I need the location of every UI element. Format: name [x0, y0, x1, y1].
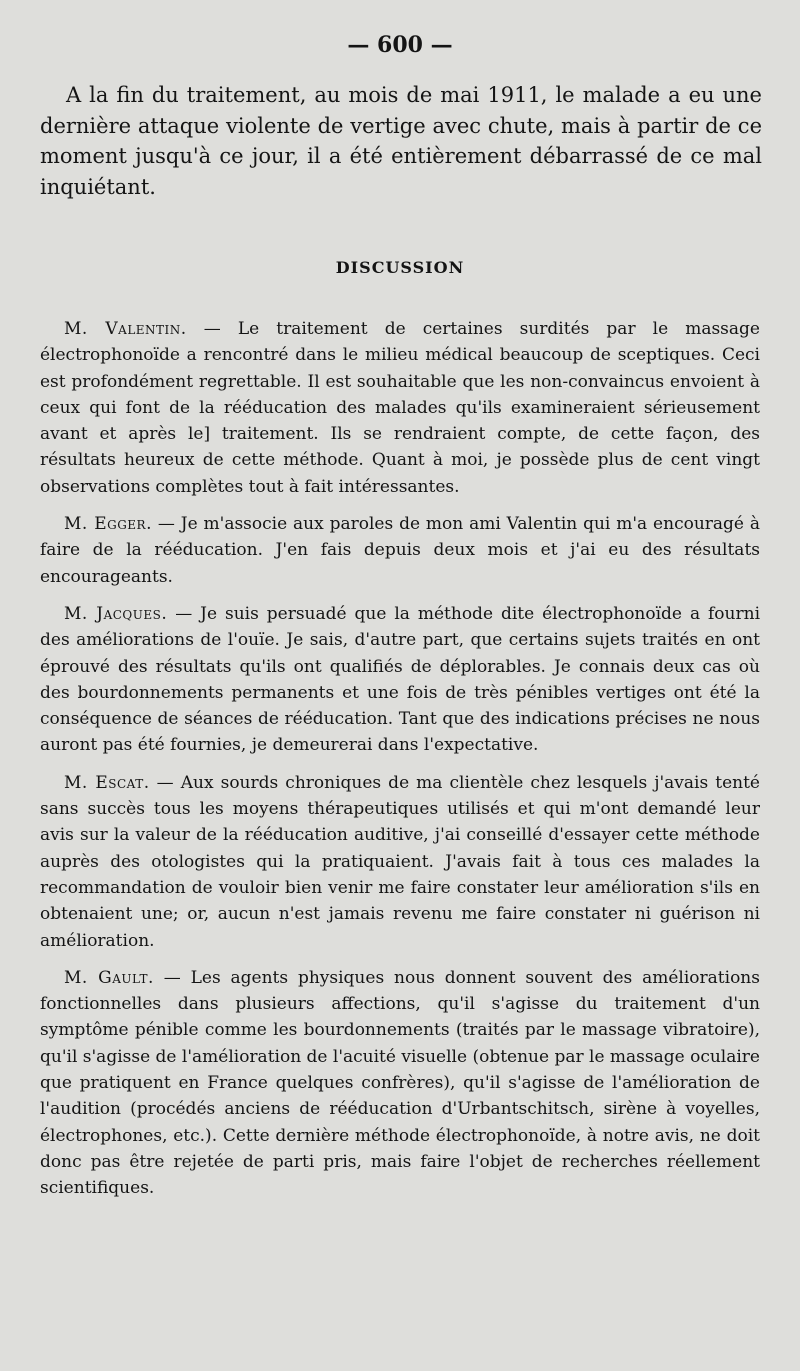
paragraph-valentin [40, 316, 760, 500]
speaker-name: M. Jacques. [64, 603, 168, 624]
paragraph-egger [40, 511, 760, 590]
paragraph-text: — Aux sourds chroniques de ma clientèle chez lesquels j'avais tenté sans succès tous les moyens thérapeutiques utilisés et qui m'ont demandé leur avis sur la valeur de la rééducation auditive, j'ai conseillé d'essayer cette méthode auprès des otologistes qui la pratiquaient. J'avais fait à tous ces malades la recommandation de vouloir bien venir me faire constater leur amélioration s'ils en obtenaient une; or, aucun n'est jamais revenu me faire constater ni guérison ni amélioration. [40, 772, 760, 951]
paragraph-text: — Le traitement de certaines surdités par le massage électrophonoïde a rencontré dans le milieu médical beaucoup de sceptiques. Ceci est profondément regrettable. Il est souhaitable que les non-convaincus envoient à ceux qui font de la rééducation des malades qu'ils examineraient sérieusement avant et après le] traitement. Ils se rendraient compte, de cette façon, des résultats heureux de cette méthode. Quant à moi, je possède plus de cent vingt observations complètes tout à fait intéressantes. [40, 319, 760, 497]
paragraph-text: — Je m'associe aux paroles de mon ami Valentin qui m'a encouragé à faire de la rééducation. J'en fais depuis deux mois et j'ai eu des résultats encourageants. [40, 514, 760, 587]
intro-paragraph: A la fin du traitement, au mois de mai 1911, le malade a eu une dernière attaque violente de vertige avec chute, mais à partir de ce moment jusqu'à ce jour, il a été entièrement débarrassé de ce mal inquiétant. [40, 83, 762, 199]
speaker-name: M. Escat. [64, 772, 150, 793]
paragraph-escat [40, 770, 760, 954]
speaker-name: M. Egger. [64, 514, 152, 535]
paragraph-text: — Les agents physiques nous donnent souvent des améliorations fonctionnelles dans plusieurs affections, qu'il s'agisse du traitement d'un symptôme pénible comme les bourdonnements (traités par le massage vibratoire), qu'il s'agisse de l'amélioration de l'acuité visuelle (obtenue par le massage oculaire que pratiquent en France quelques confrères), qu'il s'agisse de l'amélioration de l'audition (procédés anciens de rééducation d'Urbantschitsch, sirène à voyelles, électrophones, etc.). Cette dernière méthode électrophonoïde, à notre avis, ne doit donc pas être rejetée de parti pris, mais faire l'objet de recherches réellement scientifiques. [40, 967, 760, 1199]
paragraph-text: — Je suis persuadé que la méthode dite électrophonoïde a fourni des améliorations de l'ouïe. Je sais, d'autre part, que certains sujets traités en ont éprouvé des résultats qu'ils ont qualifiés de déplorables. Je connais deux cas où des bourdonnements permanents et une fois de très pénibles vertiges ont été la conséquence de séances de rééducation. Tant que des indications précises ne nous auront pas été fournies, je demeurerai dans l'expectative. [40, 603, 761, 756]
page-number: — 600 — [347, 32, 453, 58]
speaker-name: M. Gault. [64, 967, 154, 988]
discussion-body [40, 316, 760, 1213]
section-title: DISCUSSION [335, 258, 465, 277]
speaker-name: M. Valentin. [64, 319, 187, 339]
paragraph-jacques [40, 601, 760, 759]
paragraph-gault [40, 965, 760, 1202]
